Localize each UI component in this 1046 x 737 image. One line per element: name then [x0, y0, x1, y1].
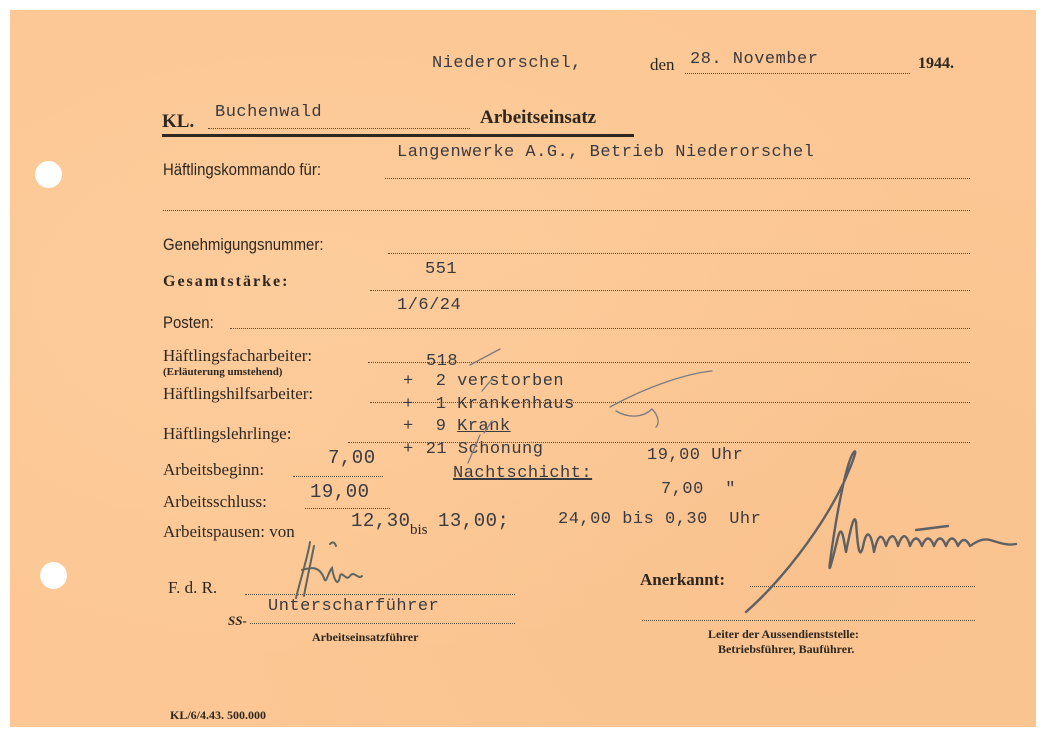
year-value: 1944. [918, 55, 954, 72]
den-label: den [650, 55, 675, 74]
nachtschicht-start: 19,00 Uhr [647, 446, 744, 465]
signature-right [740, 442, 1040, 622]
hilfsarbeiter-label: Häftlingshilfsarbeiter: [163, 384, 314, 403]
kommando-value: Langenwerke A.G., Betrieb Niederorschel [397, 143, 815, 162]
right-caption-2: Betriebsführer, Bauführer. [718, 642, 855, 656]
kl-label: KL. [162, 111, 195, 132]
anerkannt-label: Anerkannt: [640, 570, 726, 589]
camp-line [208, 128, 470, 129]
fdr-label: F. d. R. [168, 578, 218, 597]
facharbeiter-value: 518 [426, 352, 459, 371]
kommando-line [385, 178, 970, 179]
breakdown-item: + 1 Krankenhaus [403, 395, 575, 414]
right-caption-1: Leiter der Aussendienststelle: [708, 627, 859, 641]
signature-left [280, 536, 390, 606]
nachtschicht-end: 7,00 " [661, 480, 736, 499]
nachtschicht-label: Nachtschicht: [453, 464, 593, 483]
genehmigung-label: Genehmigungsnummer: [163, 235, 324, 254]
title-underline [162, 134, 634, 137]
date-line [685, 73, 910, 74]
posten-line [230, 328, 970, 329]
arbeitsbeginn-line [293, 476, 383, 477]
posten-value: 1/6/24 [397, 296, 462, 315]
facharbeiter-label: Häftlingsfacharbeiter: [163, 346, 313, 365]
breakdown-item: + 2 verstorben [403, 372, 565, 391]
facharbeiter-note: (Erläuterung umstehend) [163, 366, 283, 378]
pausen-to: 13,00; [438, 510, 510, 532]
rank-value: Unterscharführer [268, 597, 440, 616]
arbeitsschluss-line [305, 508, 390, 509]
camp-name: Buchenwald [215, 103, 323, 122]
gesamtstaerke-label: Gesamtstärke: [163, 273, 290, 290]
krank-underlined: Krank [457, 417, 511, 436]
gesamtstaerke-line [370, 290, 970, 291]
section-title: Arbeitseinsatz [480, 107, 597, 128]
punch-hole-bottom [40, 562, 67, 589]
arbeitsschluss-value: 19,00 [310, 481, 370, 503]
genehmigung-line [388, 253, 970, 254]
kommando-label: Häftlingskommando für: [163, 160, 321, 179]
place-name: Niederorschel, [432, 54, 582, 73]
punch-hole-top [35, 161, 62, 188]
pausen-bis: bis [410, 522, 428, 538]
arbeitsschluss-label: Arbeitsschluss: [163, 492, 267, 511]
breakdown-item: + 9 Krank [403, 417, 511, 436]
pausen-night: 24,00 bis 0,30 Uhr [558, 510, 762, 529]
arbeitsbeginn-label: Arbeitsbeginn: [163, 460, 265, 479]
left-caption: Arbeitseinsatzführer [312, 630, 419, 644]
posten-label: Posten: [163, 313, 214, 332]
breakdown-item: + 21 Schonung [403, 440, 544, 459]
form-code: KL/6/4.43. 500.000 [170, 708, 267, 722]
form-card [10, 10, 1036, 727]
date-value: 28. November [690, 50, 819, 69]
rank-line [250, 623, 515, 624]
pausen-label: Arbeitspausen: von [163, 522, 295, 541]
lehrlinge-label: Häftlingslehrlinge: [163, 424, 292, 443]
gesamtstaerke-value: 551 [425, 260, 458, 279]
pencil-check-marks [430, 335, 730, 465]
pausen-from: 12,30 [351, 510, 411, 532]
arbeitsbeginn-value: 7,00 [328, 447, 376, 469]
kommando-line-2 [163, 210, 970, 211]
ss-mark: SS- [228, 613, 247, 628]
